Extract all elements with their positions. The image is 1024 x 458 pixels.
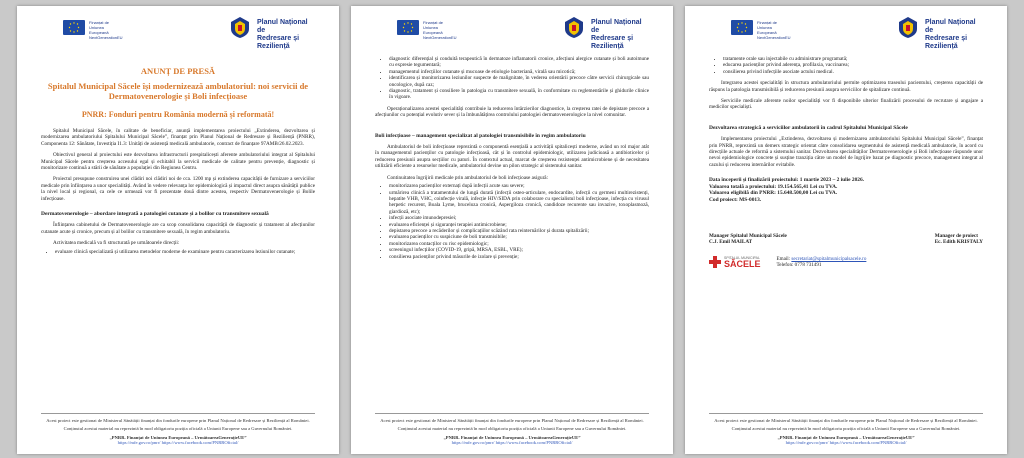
footer-links[interactable]: https://mfe.gov.ro/pnrr/ https://www.facebook.com/PNRROficial/: [785, 440, 907, 446]
list-item: • infecții asociate imunodepresiei;: [389, 215, 649, 221]
paragraph: Ambulatoriul de boli infecțioase reprezintă o componentă esențială a activității spitalicești moderne, având un rol major atât în managementul pacienților cu patologie infecțioasă, cât și în controlul epidemiologic, utilizarea judicioasă a antibioticelor și reducerea presiunii asupra secțiilor cu paturi. În contextul actual, marcat de creșterea rezistenței antimicrobiene și de necesitatea utilizării eficiente a resurselor medicale, ambulatoriul devine un pilon strategic al sistemului sanitar.: [375, 144, 649, 170]
project-manager-name: Ec. Edith KRISTALY: [934, 239, 983, 246]
list-item: • consilierea privind infecțiile asociate actului medical.: [723, 69, 983, 75]
list-item: • depistarea precoce a recăderilor și complicațiilor scăzând rata reinternărilor și durata spitalizării;: [389, 228, 649, 234]
bullet-list: [375, 183, 649, 260]
list-item: • diagnostic, tratament și consiliere în patologia cu transmitere sexuală, în conformitate cu reglementările și ghidurile clinice în vigoare.: [389, 88, 649, 101]
document-page-2: [351, 6, 673, 454]
list-item: • urmărirea clinică a tratamentului de lungă durată (infecții osteo-articulare, endocardite, infecții cu germeni multirezistenți, hepatite VHB, VHC, coinfecție virală, infecție HIV/SIDA prin colaborare cu specialistul boli infecțioase, infecția cu virusul herpetic recurent, Boala Lyme, bruceloza cronică, Aspergiloza cronică, candidoze recurente sau invazive, toxoplasmoză, giardioză, etc);: [389, 190, 649, 216]
eu-flag-icon: [731, 20, 753, 35]
email-label: Email:: [776, 255, 791, 262]
eu-flag-icon: [397, 20, 419, 35]
project-details: [709, 177, 983, 203]
list-item: • monitorizarea pacienților externați după infecții acute sau severe;: [389, 183, 649, 189]
project-eligible-value: Valoarea eligibilă din PNRR: 15.648.500,00 Lei cu TVA.: [709, 190, 838, 197]
paragraph: Operaționalizarea acestei specialități contribuie la reducerea întârzierilor diagnostice, la creșterea ratei de depistare precoce a afecțiunilor cu potențial evolutiv sever și la îmbunătățirea controlului patologiei dermatovenerologice la nivel comunitar.: [375, 105, 649, 119]
list-item: • consilierea pacienților privind măsurile de izolare și prevenție;: [389, 254, 649, 260]
page-footer: [709, 413, 983, 446]
eu-funding-label: Finanțat de Uniunea Europeană NextGenerationEU: [423, 20, 457, 40]
email-link[interactable]: secretariat@spitalmunicipalsacele.ro: [791, 255, 867, 262]
footer-slogan: „PNRR. Finanțat de Uniunea Europeană – UrmătoareaGenerațieUE”: [109, 434, 247, 440]
press-release-title: ANUNȚ DE PRESĂ: [140, 66, 216, 76]
list-item: • evaluarea pacienților cu suspiciune de boli transmisibile;: [389, 234, 649, 240]
paragraph: Activitatea medicală va fi structurată pe următoarele direcții:: [53, 240, 180, 247]
page-footer: [41, 413, 315, 446]
footer-slogan: „PNRR. Finanțat de Uniunea Europeană – UrmătoareaGenerațieUE”: [777, 434, 915, 440]
footer-disclaimer: Conținutul acestui material nu reprezintă în mod obligatoriu poziția oficială a Uniunii Europene sau a Guvernului României.: [63, 426, 293, 432]
bullet-list: [375, 56, 649, 101]
romanian-government-logo-icon: [895, 15, 921, 39]
eu-funding-label: Finanțat de Uniunea Europeană NextGenerationEU: [89, 20, 123, 40]
project-manager-title: Manager de proiect: [934, 232, 979, 239]
footer-disclaimer: Conținutul acestui material nu reprezintă în mod obligatoriu poziția oficială a Uniunii Europene sau a Guvernului României.: [731, 426, 961, 432]
document-page-1: [17, 6, 339, 454]
page-header: [41, 6, 315, 52]
romanian-government-logo-icon: [561, 15, 587, 39]
document-page-3: [685, 6, 1007, 454]
list-item: • evaluarea eficienței și siguranței terapiei antimicrobiene;: [389, 222, 649, 228]
romanian-government-logo-icon: [227, 15, 253, 39]
section-heading: Boli infecțioase – management specializat al patologiei transmisibile în regim ambulatoriu: [375, 132, 586, 139]
footer-slogan: „PNRR. Finanțat de Uniunea Europeană – UrmătoareaGenerațieUE”: [443, 434, 581, 440]
page-footer: [375, 413, 649, 446]
medical-cross-icon: [709, 256, 721, 268]
pnrr-logo-text: Planul Național de Redresare și Reziliență: [925, 19, 976, 50]
page-header: [709, 6, 983, 52]
page-header: [375, 6, 649, 52]
footer-disclaimer: Acest proiect este gestionat de Ministerul Sănătății finanțat din fondurile europene prin Planul Național de Redresare și Reziliență al României.: [714, 417, 978, 423]
project-total-value: Valoarea totală a proiectului: 19.154.565,41 Lei cu TVA.: [709, 183, 838, 190]
hospital-manager-title: Manager Spitalul Municipal Săcele: [709, 232, 787, 239]
hospital-logo: SPITALUL MUNICIPAL SĂCELE: [724, 255, 761, 269]
paragraph: Implementarea proiectului „Extinderea, dezvoltarea și modernizarea ambulatoriului Spitalului Municipal Săcele”, finanțat prin PNRR, reprezintă un demers strategic orientat către consolidarea segmentului de asistență medicală ambulatorie, în acord cu direcțiile actuale de reformă a sistemului sanitar. Dezvoltarea specialităților Dermatovenerologie și Boli infecțioase răspunde unor nevoi epidemiologice concrete și susține tranziția către un model de îngrijire bazat pe diagnostic precoce, management integrat al cazului și reducerea internărilor evitabile.: [709, 136, 983, 168]
list-item: • managementul infecțiilor cutanate și mucoase de etiologie bacteriană, virală sau micotică;: [389, 69, 649, 75]
hospital-manager-name: C.J. Emil MAILAT: [709, 239, 753, 246]
hospital-contact-block: [709, 256, 983, 269]
signatures: [709, 233, 983, 246]
list-item: • tratamente orale sau injectabile cu administrare programată;: [723, 56, 983, 62]
paragraph: Obiectivul general al proiectului este dezvoltarea infrastructurii prespitalicești aferente ambulatoriului integrat al Spitalului Municipal Săcele pentru creșterea accesului egal și echitabil la servicii medicale de calitate pentru prevenție, diagnostic și monitorizare continuă a stării de sănătate a populației din Regiunea Centru.: [41, 152, 315, 172]
project-code: Cod proiect: MS-0013.: [709, 196, 762, 203]
footer-disclaimer: Conținutul acestui material nu reprezintă în mod obligatoriu poziția oficială a Uniunii Europene sau a Guvernului României.: [397, 426, 627, 432]
paragraph: Proiectul presupune construirea unei clădiri noi clădiri noi de cca. 1200 mp și extinderea capacității de furnizare a serviciilor medicale prin înființarea a unor specialități. Având în vedere relevanța lor epidemiologică și impactul direct asupra sănătății publice la nivel local și regional, ca cele ce urmează vor fi prezentate două dintre acestea, respectiv Dermatovenerologie și Bolile infecțioase.: [41, 176, 315, 202]
eu-flag-icon: [63, 20, 85, 35]
contact-info: [777, 256, 867, 269]
footer-disclaimer: Acest proiect este gestionat de Ministerul Sănătății finanțat din fondurile europene prin Planul Național de Redresare și Reziliență al României.: [46, 417, 310, 423]
list-item: • identificarea și monitorizarea leziunilor suspecte de malignitate, în vederea orientării precoce către servicii chirurgicale sau oncologice, după caz;: [389, 75, 649, 88]
list-item: • screeningul infecțiilor (COVID-19, gripă, MRSA, ESBL, VRE);: [389, 247, 649, 253]
phone-number: Telefon: 0778 731491: [776, 262, 822, 269]
bullet-list: [709, 56, 983, 75]
paragraph: Spitalul Municipal Săcele, în calitate de beneficiar, anunță implementarea proiectului „Extinderea, dezvoltarea și modernizarea ambulatoriului Spitalului Municipal Săcele”, finanțat prin Planul Național de Redresare și Reziliență (PNRR), Componenta 12: Sănătate, Investiția I1.3: Unități de asistență medicală ambulatorie, contract de finanțare 97AMB/26.02.2023.: [41, 128, 315, 147]
footer-links[interactable]: https://mfe.gov.ro/pnrr/ https://www.facebook.com/PNRROficial/: [451, 440, 573, 446]
pnrr-logo-text: Planul Național de Redresare și Reziliență: [591, 19, 642, 50]
press-release-slogan: PNRR: Fonduri pentru România modernă și reformată!: [81, 110, 275, 119]
press-release-subtitle: Spitalul Municipal Săcele își modernizează ambulatoriul: noi servicii de Dermatovenerologie și Boli infecțioase: [47, 81, 309, 101]
list-item: • diagnostic diferențial și conduită terapeutică în dermatoze inflamatorii cronice, afecțiuni alergice cutanate și boli autoimune cu expresie tegumentară;: [389, 56, 649, 69]
list-item: • evaluare clinică specializată și utilizarea metodelor moderne de examinare pentru caracterizarea leziunilor cutanate;: [55, 249, 315, 255]
section-heading: Dermatovenerologie – abordare integrată a patologiei cutanate și a bolilor cu transmitere sexuală: [41, 211, 269, 218]
section-heading: Dezvoltarea strategică a serviciilor ambulatorii în cadrul Spitalului Municipal Săcele: [709, 124, 908, 131]
paragraph: Integrarea acestei specialități în structura ambulatoriului permite optimizarea traseului pacientului, creșterea capacității de răspuns la patologia transmisibilă și reducerea presiunii asupra serviciilor de spitalizare continuă.: [709, 80, 983, 93]
paragraph: Continuitatea îngrijirii medicale prin ambulatoriul de boli infecțioase asigură:: [387, 174, 549, 181]
eu-funding-label: Finanțat de Uniunea Europeană NextGenerationEU: [757, 20, 791, 40]
project-dates: Data începerii și finalizării proiectului: 1 martie 2023 – 2 iulie 2026.: [709, 177, 865, 184]
footer-disclaimer: Acest proiect este gestionat de Ministerul Sănătății finanțat din fondurile europene prin Planul Național de Redresare și Reziliență al României.: [380, 417, 644, 423]
paragraph: Serviciile medicale aferente noilor specialități vor fi disponibile ulterior finalizării procesului de recrutare și angajare a medicilor specialiști.: [709, 98, 983, 111]
list-item: • educarea pacienților privind aderența, profilaxia, vaccinarea;: [723, 62, 983, 68]
bullet-list: [41, 249, 315, 255]
list-item: • monitorizarea contacților cu risc epidemiologic;: [389, 241, 649, 247]
paragraph: Înființarea cabinetului de Dermatovenerologie are ca scop consolidarea capacității de diagnostic și tratament al afecțiunilor cutanate acute și cronice, precum și al bolilor cu transmitere sexuală, în regim ambulatoriu.: [41, 222, 315, 235]
footer-links[interactable]: https://mfe.gov.ro/pnrr/ https://www.facebook.com/PNRROficial/: [117, 440, 239, 446]
pnrr-logo-text: Planul Național de Redresare și Reziliență: [257, 19, 308, 50]
